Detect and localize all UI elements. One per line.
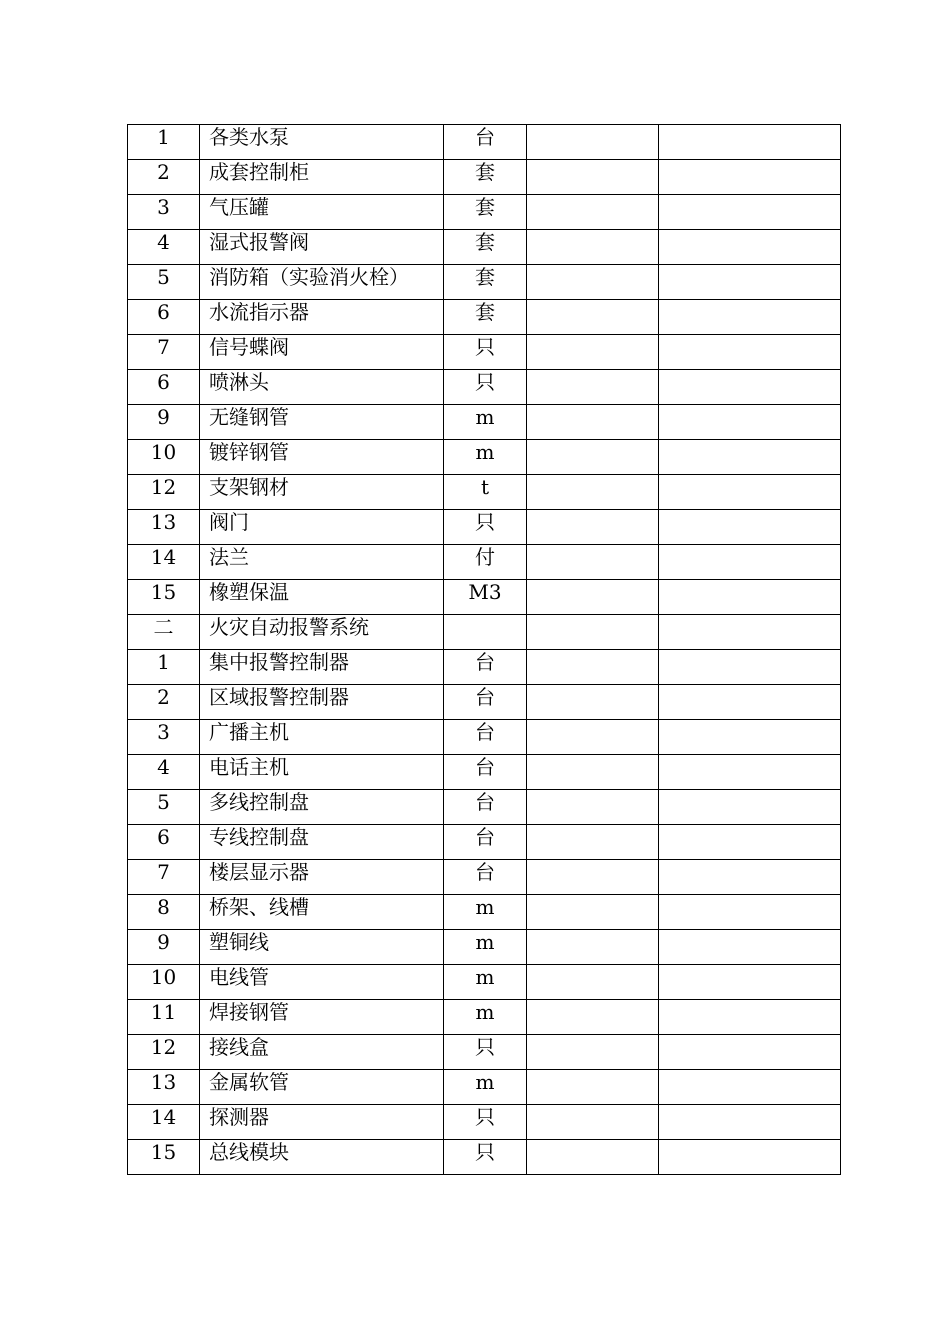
quantity-cell: [527, 825, 659, 860]
quantity-cell: [527, 930, 659, 965]
row-number: 13: [128, 510, 200, 545]
row-number: 3: [128, 720, 200, 755]
row-number: 2: [128, 160, 200, 195]
item-name: 广播主机: [200, 720, 444, 755]
remark-cell: [659, 580, 841, 615]
table-row: [128, 300, 841, 335]
unit-cell: 台: [444, 755, 527, 790]
quantity-cell: [527, 720, 659, 755]
item-name: 消防箱（实验消火栓）: [200, 265, 444, 300]
table-row: [128, 580, 841, 615]
item-name: 阀门: [200, 510, 444, 545]
row-number: 9: [128, 930, 200, 965]
remark-cell: [659, 825, 841, 860]
row-number: 12: [128, 1035, 200, 1070]
quantity-cell: [527, 405, 659, 440]
row-number: 7: [128, 860, 200, 895]
row-number: 14: [128, 1105, 200, 1140]
quantity-cell: [527, 1035, 659, 1070]
remark-cell: [659, 475, 841, 510]
unit-cell: 台: [444, 720, 527, 755]
unit-cell: 套: [444, 300, 527, 335]
item-name: 桥架、线槽: [200, 895, 444, 930]
unit-cell: 只: [444, 1035, 527, 1070]
remark-cell: [659, 440, 841, 475]
remark-cell: [659, 125, 841, 160]
item-name: 专线控制盘: [200, 825, 444, 860]
remark-cell: [659, 300, 841, 335]
table-row: [128, 265, 841, 300]
row-number: 二: [128, 615, 200, 650]
remark-cell: [659, 930, 841, 965]
remark-cell: [659, 160, 841, 195]
quantity-cell: [527, 1070, 659, 1105]
table-row: [128, 475, 841, 510]
quantity-cell: [527, 685, 659, 720]
table-row: [128, 510, 841, 545]
item-name: 信号蝶阀: [200, 335, 444, 370]
unit-cell: 只: [444, 1140, 527, 1175]
item-name: 电线管: [200, 965, 444, 1000]
row-number: 15: [128, 1140, 200, 1175]
remark-cell: [659, 720, 841, 755]
remark-cell: [659, 405, 841, 440]
unit-cell: 套: [444, 195, 527, 230]
unit-cell: 台: [444, 790, 527, 825]
unit-cell: 套: [444, 160, 527, 195]
table-row: [128, 965, 841, 1000]
unit-cell: m: [444, 440, 527, 475]
unit-cell: m: [444, 1000, 527, 1035]
remark-cell: [659, 860, 841, 895]
quantity-cell: [527, 1140, 659, 1175]
remark-cell: [659, 650, 841, 685]
table-row: [128, 825, 841, 860]
row-number: 5: [128, 790, 200, 825]
quantity-cell: [527, 965, 659, 1000]
table-row: [128, 195, 841, 230]
table-row: [128, 1140, 841, 1175]
unit-cell: 付: [444, 545, 527, 580]
row-number: 6: [128, 300, 200, 335]
row-number: 10: [128, 440, 200, 475]
item-name: 楼层显示器: [200, 860, 444, 895]
remark-cell: [659, 790, 841, 825]
quantity-cell: [527, 755, 659, 790]
quantity-cell: [527, 195, 659, 230]
unit-cell: [444, 615, 527, 650]
item-name: 橡塑保温: [200, 580, 444, 615]
unit-cell: 套: [444, 230, 527, 265]
item-name: 多线控制盘: [200, 790, 444, 825]
quantity-cell: [527, 650, 659, 685]
quantity-cell: [527, 300, 659, 335]
item-name: 区域报警控制器: [200, 685, 444, 720]
remark-cell: [659, 545, 841, 580]
item-name: 焊接钢管: [200, 1000, 444, 1035]
quantity-cell: [527, 160, 659, 195]
row-number: 5: [128, 265, 200, 300]
unit-cell: t: [444, 475, 527, 510]
remark-cell: [659, 265, 841, 300]
item-name: 湿式报警阀: [200, 230, 444, 265]
quantity-cell: [527, 790, 659, 825]
row-number: 1: [128, 650, 200, 685]
table-row: [128, 230, 841, 265]
remark-cell: [659, 685, 841, 720]
item-name: 喷淋头: [200, 370, 444, 405]
table-row: [128, 650, 841, 685]
item-name: 无缝钢管: [200, 405, 444, 440]
quantity-cell: [527, 475, 659, 510]
table-row: [128, 895, 841, 930]
unit-cell: 只: [444, 335, 527, 370]
quantity-cell: [527, 1105, 659, 1140]
quantity-cell: [527, 895, 659, 930]
remark-cell: [659, 230, 841, 265]
unit-cell: m: [444, 965, 527, 1000]
item-name: 镀锌钢管: [200, 440, 444, 475]
quantity-cell: [527, 545, 659, 580]
item-name: 接线盒: [200, 1035, 444, 1070]
item-name: 火灾自动报警系统: [200, 615, 444, 650]
unit-cell: 台: [444, 685, 527, 720]
quantity-cell: [527, 125, 659, 160]
row-number: 6: [128, 825, 200, 860]
remark-cell: [659, 195, 841, 230]
table-row: [128, 1035, 841, 1070]
unit-cell: 只: [444, 510, 527, 545]
unit-cell: 台: [444, 650, 527, 685]
table-row: [128, 930, 841, 965]
unit-cell: 台: [444, 125, 527, 160]
table-row: [128, 860, 841, 895]
row-number: 13: [128, 1070, 200, 1105]
item-name: 成套控制柜: [200, 160, 444, 195]
row-number: 4: [128, 230, 200, 265]
item-name: 探测器: [200, 1105, 444, 1140]
table-row: [128, 615, 841, 650]
table-row: [128, 755, 841, 790]
item-name: 法兰: [200, 545, 444, 580]
row-number: 2: [128, 685, 200, 720]
quantity-cell: [527, 860, 659, 895]
unit-cell: M3: [444, 580, 527, 615]
quantity-cell: [527, 1000, 659, 1035]
unit-cell: m: [444, 1070, 527, 1105]
row-number: 14: [128, 545, 200, 580]
quantity-cell: [527, 510, 659, 545]
remark-cell: [659, 1105, 841, 1140]
item-name: 气压罐: [200, 195, 444, 230]
table-row: [128, 440, 841, 475]
remark-cell: [659, 370, 841, 405]
table-body: [128, 125, 841, 1175]
remark-cell: [659, 335, 841, 370]
row-number: 12: [128, 475, 200, 510]
unit-cell: m: [444, 930, 527, 965]
row-number: 3: [128, 195, 200, 230]
table-row: [128, 335, 841, 370]
table-row: [128, 545, 841, 580]
unit-cell: 只: [444, 1105, 527, 1140]
table-row: [128, 1000, 841, 1035]
quantity-cell: [527, 230, 659, 265]
row-number: 8: [128, 895, 200, 930]
quantity-cell: [527, 370, 659, 405]
row-number: 1: [128, 125, 200, 160]
row-number: 10: [128, 965, 200, 1000]
row-number: 7: [128, 335, 200, 370]
row-number: 4: [128, 755, 200, 790]
remark-cell: [659, 1140, 841, 1175]
unit-cell: 台: [444, 825, 527, 860]
remark-cell: [659, 1070, 841, 1105]
unit-cell: m: [444, 895, 527, 930]
unit-cell: 套: [444, 265, 527, 300]
row-number: 11: [128, 1000, 200, 1035]
table-row: [128, 685, 841, 720]
table-row: [128, 1070, 841, 1105]
unit-cell: 台: [444, 860, 527, 895]
quantity-cell: [527, 440, 659, 475]
item-name: 总线模块: [200, 1140, 444, 1175]
item-name: 水流指示器: [200, 300, 444, 335]
table-row: [128, 790, 841, 825]
remark-cell: [659, 965, 841, 1000]
item-name: 金属软管: [200, 1070, 444, 1105]
quantity-cell: [527, 615, 659, 650]
table-row: [128, 370, 841, 405]
table-row: [128, 720, 841, 755]
item-name: 支架钢材: [200, 475, 444, 510]
row-number: 15: [128, 580, 200, 615]
item-name: 电话主机: [200, 755, 444, 790]
remark-cell: [659, 1000, 841, 1035]
quantity-cell: [527, 580, 659, 615]
item-name: 各类水泵: [200, 125, 444, 160]
remark-cell: [659, 755, 841, 790]
remark-cell: [659, 615, 841, 650]
remark-cell: [659, 895, 841, 930]
quantity-cell: [527, 265, 659, 300]
unit-cell: 只: [444, 370, 527, 405]
table-row: [128, 160, 841, 195]
table-row: [128, 1105, 841, 1140]
row-number: 6: [128, 370, 200, 405]
remark-cell: [659, 1035, 841, 1070]
unit-cell: m: [444, 405, 527, 440]
quantity-cell: [527, 335, 659, 370]
remark-cell: [659, 510, 841, 545]
table-row: [128, 125, 841, 160]
table-row: [128, 405, 841, 440]
equipment-table: [127, 124, 841, 1175]
item-name: 集中报警控制器: [200, 650, 444, 685]
row-number: 9: [128, 405, 200, 440]
item-name: 塑铜线: [200, 930, 444, 965]
